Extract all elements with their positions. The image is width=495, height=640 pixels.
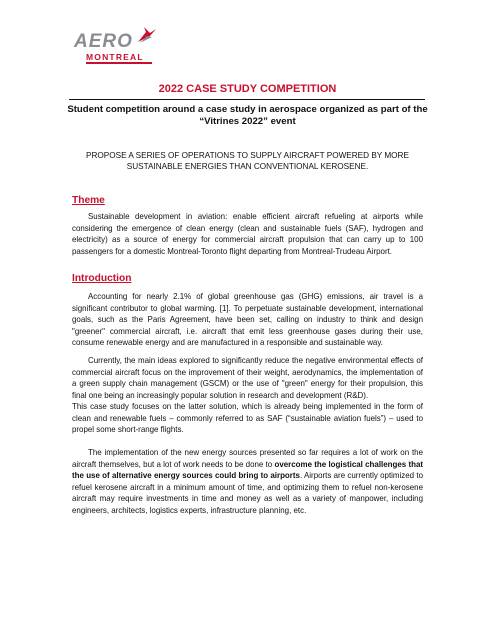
p4-text-start: The implementation of the new energy sources presented so far requires a lot of work on the aircraft themselves, but a lot of work needs to be done to [72, 448, 423, 469]
p4-text-end: . Airports are currently optimized to refuel kerosene aircraft in a minimum amount of time, and optimizing them to refuel non-kerosene aircraft may require investments in time and money as well as a variety of manpower, including engineers, architects, logistics experts, infrastructure planning, etc. [72, 471, 424, 515]
theme-heading: Theme [72, 195, 105, 206]
aero-montreal-logo [72, 22, 162, 66]
document-subtitle: Student competition around a case study in aerospace organized as part of the “Vitrines 2022” event [67, 104, 428, 127]
logo-city: MONTREAL [86, 52, 144, 62]
logo-bird-icon [136, 26, 158, 49]
document-title: 2022 CASE STUDY COMPETITION [158, 83, 337, 95]
p4-bold-text: overcome the logistical challenges that the use of alternative energy sources could bring to airports [72, 459, 423, 481]
intro-paragraph-2: Currently, the main ideas explored to significantly reduce the negative environmental effects of commercial aircraft focus on the improvement of their weight, aerodynamics, the implementation of a green supply chain management (GSCM) or the use of "green" energy for their propulsion, this final one being an increasingly popular solution in research and development (R&D). [72, 356, 423, 400]
introduction-heading: Introduction [72, 273, 132, 284]
logo-wordmark: AERO [74, 31, 133, 52]
theme-paragraph: Sustainable development in aviation: enable efficient aircraft refueling at airports while considering the emergence of clean energy (clean and sustainable fuels (SAF), hydrogen and electricity) as a source of energy for commercial aircraft propulsion that can carry up to 100 passengers for a domestic Montreal-Toronto flight departing from Montreal-Trudeau Airport. [72, 212, 423, 256]
intro-paragraph-4 [72, 447, 423, 517]
proposal-statement: PROPOSE A SERIES OF OPERATIONS TO SUPPLY AIRCRAFT POWERED BY MORE SUSTAINABLE ENERGIES THAN CONVENTIONAL KEROSENE. [86, 151, 409, 171]
intro-paragraph-3: This case study focuses on the latter solution, which is already being implemented in the form of clean and renewable fuels – commonly referred to as SAF (“sustainable aviation fuels”) – used to propel some short-range flights. [72, 402, 423, 435]
title-divider [69, 99, 425, 100]
intro-paragraph-1: Accounting for nearly 2.1% of global greenhouse gas (GHG) emissions, air travel is a significant contributor to global warming. [1]. To perpetuate sustainable development, international goals, such as the Paris Agreement, have been set, calling on industry to think and design "greener" commercial aircraft, i.e. aircraft that emit less greenhouse gases during their use, consume renewable energy and are manufactured in a responsible and sustainable way. [72, 292, 423, 348]
logo-underline [86, 62, 152, 64]
